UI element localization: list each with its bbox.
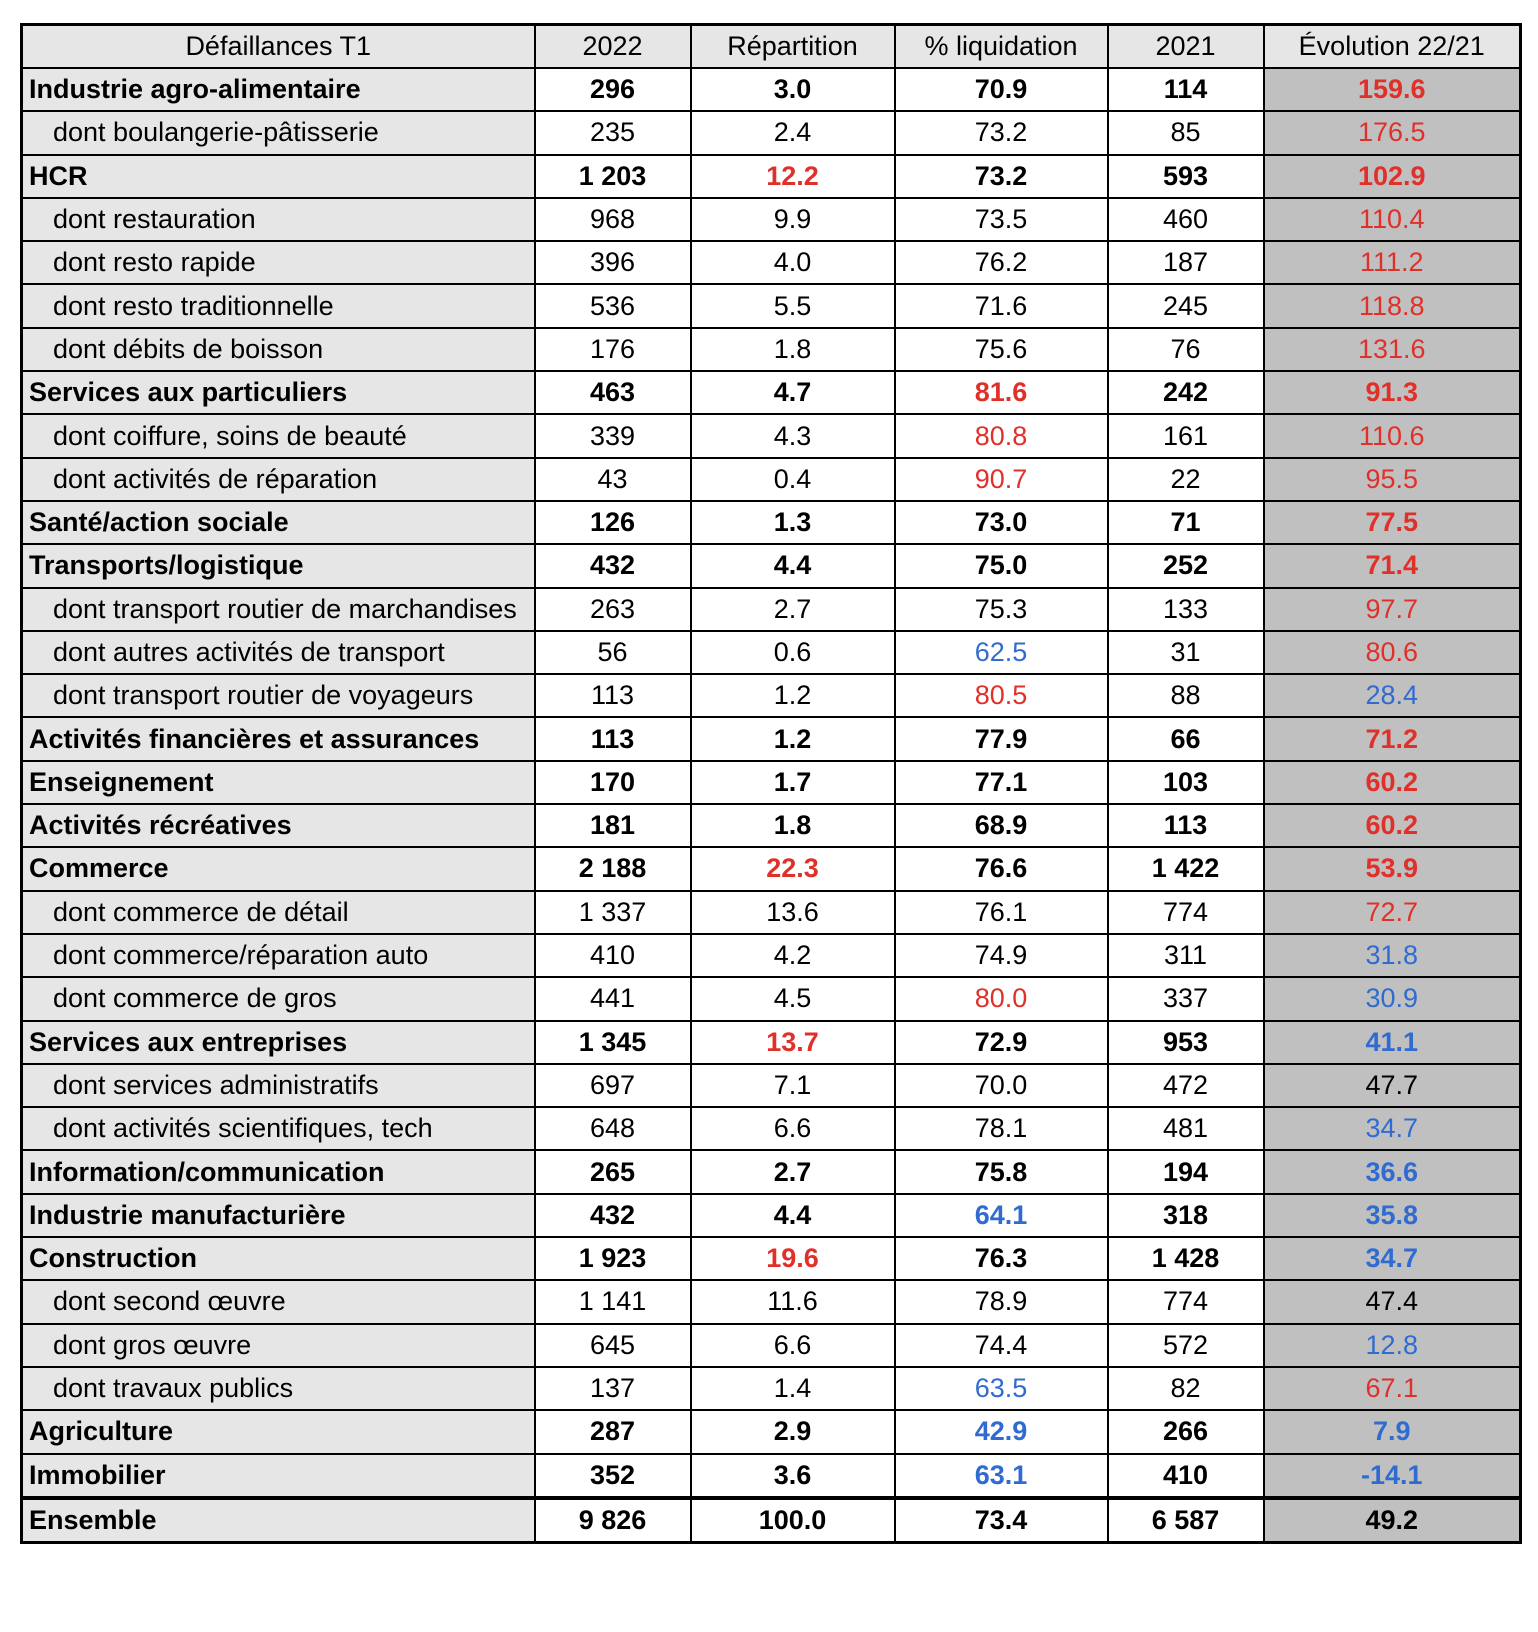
value-2022: 265 — [535, 1150, 691, 1193]
value-2022: 43 — [535, 458, 691, 501]
value-evolution: 67.1 — [1264, 1367, 1521, 1410]
value-evolution: 131.6 — [1264, 328, 1521, 371]
value-2021: 6 587 — [1108, 1498, 1264, 1543]
value-2021: 410 — [1108, 1454, 1264, 1498]
sector-label: Industrie agro-alimentaire — [22, 68, 535, 111]
header-sector: Défaillances T1 — [22, 25, 535, 69]
value-2022: 2 188 — [535, 847, 691, 890]
table-row — [22, 155, 1521, 198]
sector-label: Industrie manufacturière — [22, 1194, 535, 1237]
value-liquidation: 68.9 — [895, 804, 1108, 847]
sector-label: dont autres activités de transport — [22, 631, 535, 674]
sector-label: Commerce — [22, 847, 535, 890]
sector-label: Santé/action sociale — [22, 501, 535, 544]
value-2022: 126 — [535, 501, 691, 544]
sector-label: Ensemble — [22, 1498, 535, 1543]
value-2021: 66 — [1108, 717, 1264, 760]
value-evolution: 36.6 — [1264, 1150, 1521, 1193]
value-liquidation: 77.1 — [895, 761, 1108, 804]
header-2022: 2022 — [535, 25, 691, 69]
value-repartition: 0.6 — [691, 631, 895, 674]
value-2021: 88 — [1108, 674, 1264, 717]
value-2021: 460 — [1108, 198, 1264, 241]
value-2021: 337 — [1108, 977, 1264, 1020]
value-liquidation: 80.8 — [895, 414, 1108, 457]
table-row — [22, 544, 1521, 587]
value-2021: 472 — [1108, 1064, 1264, 1107]
value-evolution: 176.5 — [1264, 111, 1521, 154]
sector-label: Immobilier — [22, 1454, 535, 1498]
value-liquidation: 78.9 — [895, 1280, 1108, 1323]
value-liquidation: 77.9 — [895, 717, 1108, 760]
value-liquidation: 73.2 — [895, 155, 1108, 198]
value-evolution: 91.3 — [1264, 371, 1521, 414]
sector-label: dont coiffure, soins de beauté — [22, 414, 535, 457]
sector-label: dont boulangerie-pâtisserie — [22, 111, 535, 154]
value-repartition: 4.3 — [691, 414, 895, 457]
value-evolution: 35.8 — [1264, 1194, 1521, 1237]
sector-label: Services aux particuliers — [22, 371, 535, 414]
value-2022: 410 — [535, 934, 691, 977]
value-repartition: 1.8 — [691, 328, 895, 371]
table-row-sub — [22, 588, 1521, 631]
header-repartition: Répartition — [691, 25, 895, 69]
value-liquidation: 75.8 — [895, 1150, 1108, 1193]
value-liquidation: 63.1 — [895, 1454, 1108, 1498]
table-row-sub — [22, 1367, 1521, 1410]
value-evolution: 30.9 — [1264, 977, 1521, 1020]
value-repartition: 2.4 — [691, 111, 895, 154]
value-liquidation: 73.4 — [895, 1498, 1108, 1543]
value-evolution: 34.7 — [1264, 1237, 1521, 1280]
value-evolution: 95.5 — [1264, 458, 1521, 501]
value-repartition: 22.3 — [691, 847, 895, 890]
value-2021: 161 — [1108, 414, 1264, 457]
value-2021: 85 — [1108, 111, 1264, 154]
value-evolution: 72.7 — [1264, 891, 1521, 934]
value-2022: 235 — [535, 111, 691, 154]
value-liquidation: 75.6 — [895, 328, 1108, 371]
value-2021: 774 — [1108, 891, 1264, 934]
value-2022: 263 — [535, 588, 691, 631]
value-2021: 103 — [1108, 761, 1264, 804]
value-repartition: 1.2 — [691, 717, 895, 760]
value-2022: 113 — [535, 717, 691, 760]
value-liquidation: 73.5 — [895, 198, 1108, 241]
value-evolution: 77.5 — [1264, 501, 1521, 544]
table-row — [22, 804, 1521, 847]
value-liquidation: 63.5 — [895, 1367, 1108, 1410]
value-evolution: 97.7 — [1264, 588, 1521, 631]
table-row — [22, 761, 1521, 804]
value-2021: 245 — [1108, 284, 1264, 327]
sector-label: dont gros œuvre — [22, 1324, 535, 1367]
sector-label: Activités récréatives — [22, 804, 535, 847]
value-liquidation: 62.5 — [895, 631, 1108, 674]
table-row — [22, 68, 1521, 111]
table-row-sub — [22, 458, 1521, 501]
table-row — [22, 371, 1521, 414]
value-liquidation: 73.2 — [895, 111, 1108, 154]
header-liquidation: % liquidation — [895, 25, 1108, 69]
value-2022: 441 — [535, 977, 691, 1020]
sector-label: dont transport routier de marchandises — [22, 588, 535, 631]
value-2022: 176 — [535, 328, 691, 371]
value-repartition: 1.7 — [691, 761, 895, 804]
value-liquidation: 76.6 — [895, 847, 1108, 890]
value-2021: 572 — [1108, 1324, 1264, 1367]
defaillances-table — [20, 23, 1522, 1544]
sector-label: dont activités scientifiques, tech — [22, 1107, 535, 1150]
sector-label: HCR — [22, 155, 535, 198]
table-row — [22, 1237, 1521, 1280]
value-evolution: 49.2 — [1264, 1498, 1521, 1543]
header-2021: 2021 — [1108, 25, 1264, 69]
value-repartition: 1.8 — [691, 804, 895, 847]
value-2021: 1 422 — [1108, 847, 1264, 890]
value-repartition: 12.2 — [691, 155, 895, 198]
value-2022: 463 — [535, 371, 691, 414]
sector-label: Information/communication — [22, 1150, 535, 1193]
value-liquidation: 78.1 — [895, 1107, 1108, 1150]
value-liquidation: 90.7 — [895, 458, 1108, 501]
table-row-sub — [22, 977, 1521, 1020]
table-row-sub — [22, 891, 1521, 934]
value-2022: 1 923 — [535, 1237, 691, 1280]
value-2021: 22 — [1108, 458, 1264, 501]
sector-label: dont activités de réparation — [22, 458, 535, 501]
table-row-sub — [22, 284, 1521, 327]
value-repartition: 5.5 — [691, 284, 895, 327]
value-2021: 194 — [1108, 1150, 1264, 1193]
value-2022: 170 — [535, 761, 691, 804]
value-repartition: 3.0 — [691, 68, 895, 111]
sector-label: dont commerce de détail — [22, 891, 535, 934]
value-evolution: 60.2 — [1264, 761, 1521, 804]
value-2022: 536 — [535, 284, 691, 327]
sector-label: Activités financières et assurances — [22, 717, 535, 760]
value-evolution: 159.6 — [1264, 68, 1521, 111]
value-2021: 481 — [1108, 1107, 1264, 1150]
value-evolution: 28.4 — [1264, 674, 1521, 717]
sector-label: dont resto traditionnelle — [22, 284, 535, 327]
sector-label: dont restauration — [22, 198, 535, 241]
value-2021: 114 — [1108, 68, 1264, 111]
value-repartition: 4.2 — [691, 934, 895, 977]
value-repartition: 1.2 — [691, 674, 895, 717]
value-liquidation: 76.3 — [895, 1237, 1108, 1280]
table-row-sub — [22, 111, 1521, 154]
value-2022: 56 — [535, 631, 691, 674]
table-row — [22, 501, 1521, 544]
table-row-sub — [22, 1324, 1521, 1367]
value-2022: 9 826 — [535, 1498, 691, 1543]
value-repartition: 7.1 — [691, 1064, 895, 1107]
value-evolution: 71.4 — [1264, 544, 1521, 587]
value-evolution: 7.9 — [1264, 1410, 1521, 1453]
table-row-sub — [22, 328, 1521, 371]
value-evolution: -14.1 — [1264, 1454, 1521, 1498]
value-evolution: 118.8 — [1264, 284, 1521, 327]
value-evolution: 53.9 — [1264, 847, 1521, 890]
value-2021: 187 — [1108, 241, 1264, 284]
table-row — [22, 847, 1521, 890]
value-2022: 287 — [535, 1410, 691, 1453]
value-2022: 181 — [535, 804, 691, 847]
value-evolution: 47.7 — [1264, 1064, 1521, 1107]
value-2022: 396 — [535, 241, 691, 284]
value-repartition: 4.4 — [691, 1194, 895, 1237]
value-liquidation: 74.9 — [895, 934, 1108, 977]
table-row-sub — [22, 241, 1521, 284]
table-row-sub — [22, 934, 1521, 977]
table-row — [22, 1150, 1521, 1193]
value-evolution: 47.4 — [1264, 1280, 1521, 1323]
table-row-total — [22, 1498, 1521, 1543]
value-liquidation: 70.9 — [895, 68, 1108, 111]
value-2022: 1 141 — [535, 1280, 691, 1323]
value-liquidation: 73.0 — [895, 501, 1108, 544]
value-liquidation: 75.3 — [895, 588, 1108, 631]
value-evolution: 80.6 — [1264, 631, 1521, 674]
sector-label: dont commerce/réparation auto — [22, 934, 535, 977]
value-2021: 31 — [1108, 631, 1264, 674]
value-2022: 339 — [535, 414, 691, 457]
value-2021: 71 — [1108, 501, 1264, 544]
value-2022: 645 — [535, 1324, 691, 1367]
value-2022: 968 — [535, 198, 691, 241]
value-2021: 318 — [1108, 1194, 1264, 1237]
value-repartition: 2.9 — [691, 1410, 895, 1453]
value-liquidation: 80.0 — [895, 977, 1108, 1020]
value-2022: 648 — [535, 1107, 691, 1150]
value-evolution: 71.2 — [1264, 717, 1521, 760]
value-repartition: 100.0 — [691, 1498, 895, 1543]
table-row — [22, 1410, 1521, 1453]
sector-label: dont transport routier de voyageurs — [22, 674, 535, 717]
header-row — [22, 25, 1521, 69]
value-2021: 242 — [1108, 371, 1264, 414]
value-repartition: 6.6 — [691, 1324, 895, 1367]
value-repartition: 2.7 — [691, 588, 895, 631]
value-2022: 1 337 — [535, 891, 691, 934]
value-repartition: 13.7 — [691, 1021, 895, 1064]
sector-label: Construction — [22, 1237, 535, 1280]
value-repartition: 4.7 — [691, 371, 895, 414]
value-2021: 82 — [1108, 1367, 1264, 1410]
table-row — [22, 717, 1521, 760]
value-2022: 137 — [535, 1367, 691, 1410]
sector-label: Services aux entreprises — [22, 1021, 535, 1064]
value-repartition: 9.9 — [691, 198, 895, 241]
sector-label: Transports/logistique — [22, 544, 535, 587]
value-repartition: 4.0 — [691, 241, 895, 284]
value-2021: 133 — [1108, 588, 1264, 631]
value-2022: 352 — [535, 1454, 691, 1498]
value-2021: 774 — [1108, 1280, 1264, 1323]
value-evolution: 110.4 — [1264, 198, 1521, 241]
value-repartition: 0.4 — [691, 458, 895, 501]
value-2022: 1 345 — [535, 1021, 691, 1064]
sector-label: Agriculture — [22, 1410, 535, 1453]
value-evolution: 31.8 — [1264, 934, 1521, 977]
sector-label: dont services administratifs — [22, 1064, 535, 1107]
value-2022: 1 203 — [535, 155, 691, 198]
value-repartition: 3.6 — [691, 1454, 895, 1498]
value-liquidation: 72.9 — [895, 1021, 1108, 1064]
value-evolution: 102.9 — [1264, 155, 1521, 198]
value-liquidation: 81.6 — [895, 371, 1108, 414]
value-repartition: 6.6 — [691, 1107, 895, 1150]
value-liquidation: 80.5 — [895, 674, 1108, 717]
value-liquidation: 76.1 — [895, 891, 1108, 934]
value-2022: 113 — [535, 674, 691, 717]
value-repartition: 4.5 — [691, 977, 895, 1020]
value-evolution: 41.1 — [1264, 1021, 1521, 1064]
value-liquidation: 71.6 — [895, 284, 1108, 327]
value-2021: 252 — [1108, 544, 1264, 587]
value-liquidation: 70.0 — [895, 1064, 1108, 1107]
value-repartition: 1.4 — [691, 1367, 895, 1410]
value-2021: 266 — [1108, 1410, 1264, 1453]
table-row — [22, 1194, 1521, 1237]
sector-label: dont débits de boisson — [22, 328, 535, 371]
table-row-sub — [22, 198, 1521, 241]
value-repartition: 1.3 — [691, 501, 895, 544]
sector-label: Enseignement — [22, 761, 535, 804]
value-repartition: 11.6 — [691, 1280, 895, 1323]
sector-label: dont commerce de gros — [22, 977, 535, 1020]
value-2021: 593 — [1108, 155, 1264, 198]
value-2021: 76 — [1108, 328, 1264, 371]
sector-label: dont travaux publics — [22, 1367, 535, 1410]
table-row-sub — [22, 1107, 1521, 1150]
value-liquidation: 75.0 — [895, 544, 1108, 587]
value-2022: 432 — [535, 544, 691, 587]
value-2021: 1 428 — [1108, 1237, 1264, 1280]
table-row-sub — [22, 631, 1521, 674]
table-row — [22, 1021, 1521, 1064]
value-2022: 697 — [535, 1064, 691, 1107]
table-row-sub — [22, 674, 1521, 717]
value-evolution: 34.7 — [1264, 1107, 1521, 1150]
value-repartition: 2.7 — [691, 1150, 895, 1193]
table-body — [22, 68, 1521, 1543]
value-liquidation: 64.1 — [895, 1194, 1108, 1237]
table-row-sub — [22, 1280, 1521, 1323]
value-liquidation: 42.9 — [895, 1410, 1108, 1453]
table-row — [22, 1454, 1521, 1498]
value-2022: 432 — [535, 1194, 691, 1237]
value-2022: 296 — [535, 68, 691, 111]
value-evolution: 12.8 — [1264, 1324, 1521, 1367]
table-row-sub — [22, 414, 1521, 457]
table-row-sub — [22, 1064, 1521, 1107]
value-evolution: 110.6 — [1264, 414, 1521, 457]
value-repartition: 13.6 — [691, 891, 895, 934]
value-evolution: 111.2 — [1264, 241, 1521, 284]
sector-label: dont second œuvre — [22, 1280, 535, 1323]
value-liquidation: 74.4 — [895, 1324, 1108, 1367]
value-2021: 311 — [1108, 934, 1264, 977]
value-2021: 953 — [1108, 1021, 1264, 1064]
value-2021: 113 — [1108, 804, 1264, 847]
sector-label: dont resto rapide — [22, 241, 535, 284]
value-liquidation: 76.2 — [895, 241, 1108, 284]
value-repartition: 19.6 — [691, 1237, 895, 1280]
value-evolution: 60.2 — [1264, 804, 1521, 847]
value-repartition: 4.4 — [691, 544, 895, 587]
header-evolution: Évolution 22/21 — [1264, 25, 1521, 69]
